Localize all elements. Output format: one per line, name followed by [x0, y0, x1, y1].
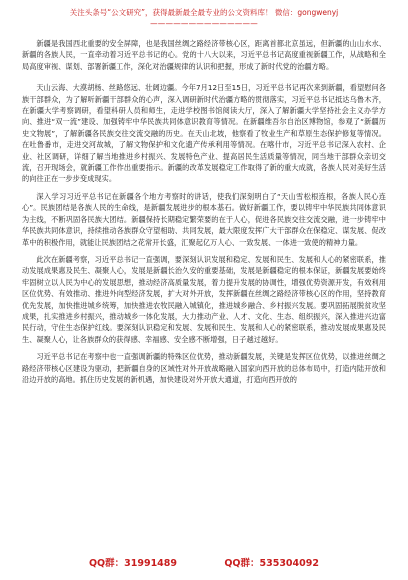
paragraph-1: 新疆是我国西北重要的安全屏障，也是我国丝绸之路经济带核心区，距离首都北京虽远，但新疆的山山水水、新疆的各族人民，一直牵动着习近平总书记的心。党的十八大以来，习近平总书记高度重视新疆工作，从战略和全局高度审视、谋划、部署新疆工作，深化对治疆规律的认识和把握，形成了新时代党的治疆方略。	[22, 39, 386, 71]
paragraph-2: 天山云海、大漠胡杨、丝路悠远、壮阔边疆。今年7月12日至15日，习近平总书记再次来到新疆，看望慰问各族干部群众，为了解听新疆干部群众的心声，深入调研新时代治疆方略的贯彻落实，习近平总书记抵达乌鲁木齐，在新疆大学考察调研，看望科研人员和师生，走进学校图书馆阅读大厅，深入了解新疆大学坚持社会主义办学方向、推进“双一流”建设、加强铸牢中华民族共同体意识教育等情况。在新疆维吾尔自治区博物馆，参观了“新疆历史文物展”，了解新疆各民族交往交流交融的历史。在天山北坡，他察看了牧业生产和草原生态保护修复等情况。在吐鲁番市，走进交河故城，了解文物保护和文化遗产传承利用等情况。在喀什市，习近平总书记深入农村、企业、社区调研，详细了解当地推进乡村振兴、发展特色产业、提高居民生活质量等情况，同当地干部群众亲切交流，召开现场会，就新疆工作作出重要指示。新疆的改革发展稳定工作取得了新的重大成就，各族人民对美好生活的向往正在一步步变成现实。	[22, 83, 386, 184]
paragraph-4: 此次在新疆考察，习近平总书记一直强调，要深刻认识发展和稳定、发展和民生、发展和人心的紧密联系，推动发展成果惠及民生、凝聚人心，发展是新疆长治久安的重要基础，发展是新疆稳定的根本保证，新疆发展要始终牢固树立以人民为中心的发展思想，推动经济高质量发展，着力提升发展的协调性，增强优势资源开发，有效利用区位优势、有效推动、推进外向型经济发展，扩大对外开放，发挥新疆在丝绸之路经济带核心区的作用，坚持教育优先发展，加快推进城乡统筹，加快推进农牧民融入城镇化，推进城乡融合、乡村振兴发展。要巩固拓展脱贫攻坚成果，扎实推进乡村振兴，推动城乡一体化发展，大力推动产业、人才、文化、生态、组织振兴，深入推进兴边富民行动，守住生态保护红线。要深刻认识稳定和发展、发展和民生、发展和人心的紧密联系，推动发展成果惠及民生、凝聚人心，让各族群众的获得感、幸福感、安全感不断增强，日子越过越好。	[22, 254, 386, 344]
qq-group-2: QQ群：535304092	[224, 558, 319, 569]
banner-text: 关注头条号“公文研究”，获得最新最全最专业的公文资料库！ 微信：gongwenyj	[69, 8, 339, 17]
footer-contacts	[0, 556, 408, 572]
top-banner	[0, 0, 408, 36]
banner-rule: ——————————————	[150, 19, 258, 28]
paragraph-5: 习近平总书记在考察中也一直强调新疆的特殊区位优势，推动新疆发展，关键是发挥区位优势，以推进丝绸之路经济带核心区建设为驱动，把新疆自身的区域性对外开放战略融入国家向西开放的总体布局中，打造内陆开放和沿边开放的高地。抓住历史发展的新机遇，加快建设对外开放大通道，打造向西开放的	[22, 352, 386, 384]
qq-group-1: QQ群：31991489	[88, 558, 178, 569]
document-body	[22, 38, 386, 391]
paragraph-3: 深入学习习近平总书记在新疆各个地方考察时的讲话，使我们深刻明白了“天山雪松根连根，各族人民心连心”。民族团结是各族人民的生命线，是新疆发展进步的根本基石。做好新疆工作，要以铸牢中华民族共同体意识为主线，不断巩固各民族大团结。新疆保持长期稳定繁荣要的在于人心，促进各民族交往交流交融，进一步铸牢中华民族共同体意识，持续推动各族群众守望相助、共同发展，最大限度发挥广大干部群众在保稳定、谋发展、促改革中的积极作用，就能让民族团结之花常开长盛，汇聚起亿万人心、一致发展、一体进一致使的精神力量。	[22, 191, 386, 247]
